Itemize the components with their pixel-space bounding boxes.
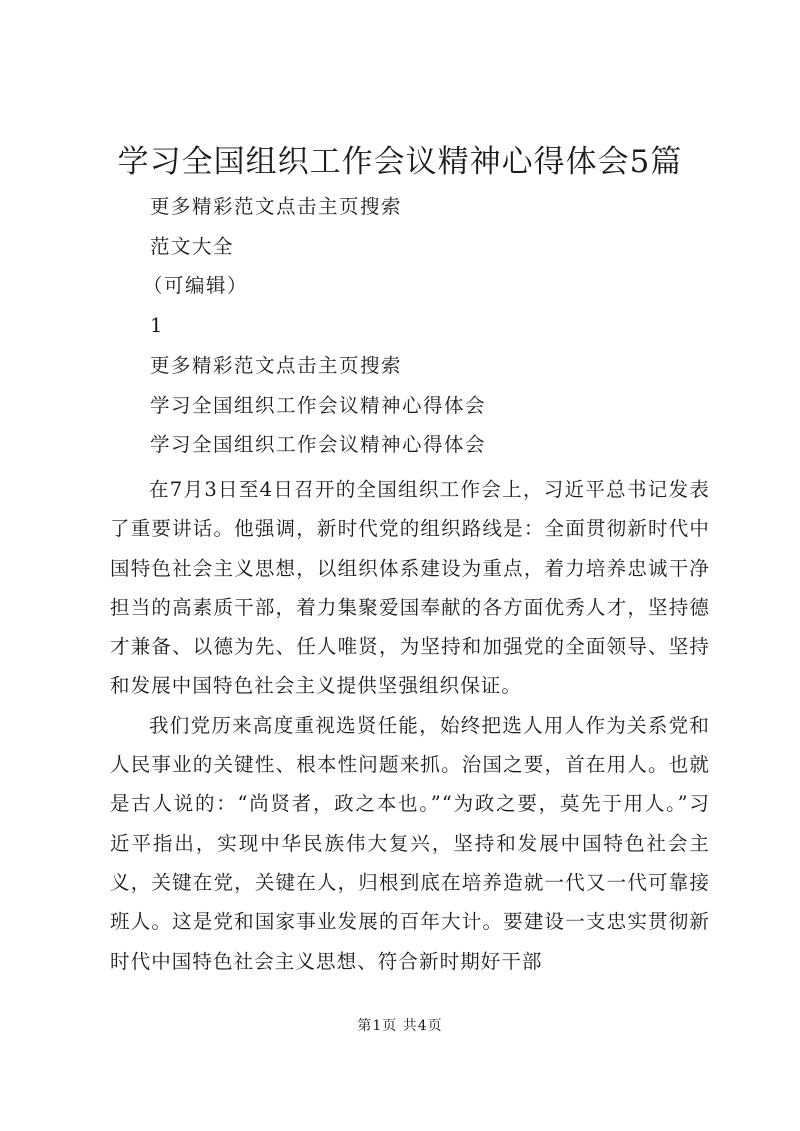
document-body (110, 470, 710, 981)
header-line-more-search-repeat: 更多精彩范文点击主页搜索 (150, 354, 403, 377)
header-line-number: 1 (150, 314, 164, 337)
header-line-more-search: 更多精彩范文点击主页搜索 (150, 195, 403, 218)
page-footer: 第1页 共4页 (357, 1018, 443, 1034)
body-paragraph: 我们党历来高度重视选贤任能，始终把选人用人作为关系党和人民事业的关键性、根本性问题来抓。治国之要，首在用人。也就是古人说的：“尚贤者，政之本也。”“为政之要，莫先于用人。”习近平指出，实现中华民族伟大复兴，坚持和发展中国特色社会主义，关键在党，关键在人，归根到底在培养造就一代又一代可靠接班人。这是党和国家事业发展的百年大计。要建设一支忠实贯彻新时代中国特色社会主义思想、符合新时期好干部 (110, 713, 710, 973)
header-line-editable: （可编辑） (143, 274, 249, 297)
header-line-subtitle-repeat: 学习全国组织工作会议精神心得体会 (150, 433, 487, 456)
header-line-subtitle: 学习全国组织工作会议精神心得体会 (150, 394, 487, 417)
document-title: 学习全国组织工作会议精神心得体会5篇 (117, 144, 683, 180)
header-line-collection: 范文大全 (150, 235, 235, 258)
body-paragraph: 在7月3日至4日召开的全国组织工作会上，习近平总书记发表了重要讲话。他强调，新时代党的组织路线是：全面贯彻新时代中国特色社会主义思想，以组织体系建设为重点，着力培养忠诚干净担当的高素质干部，着力集聚爱国奉献的各方面优秀人才，坚持德才兼备、以德为先、任人唯贤，为坚持和加强党的全面领导、坚持和发展中国特色社会主义提供坚强组织保证。 (110, 478, 710, 698)
